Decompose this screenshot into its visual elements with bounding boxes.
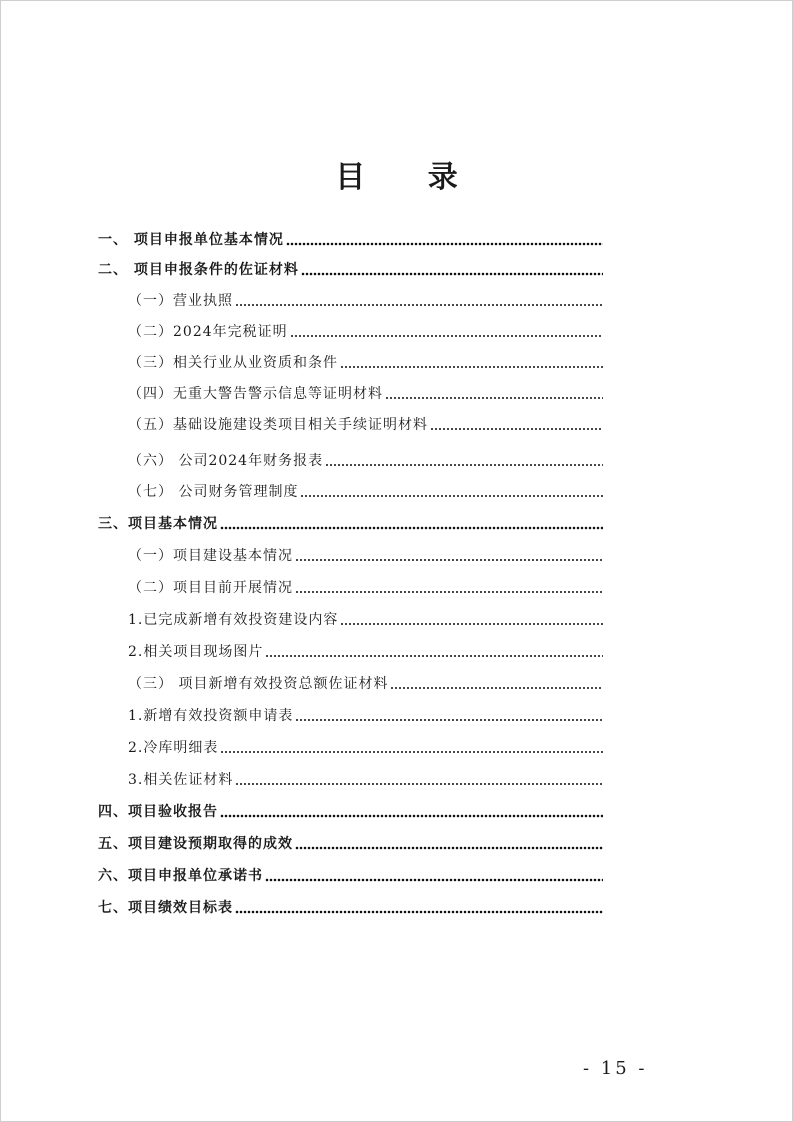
dot-leader [235,910,603,914]
toc-entry-label: （三）相关行业从业资质和条件 [128,355,338,371]
toc-entry-label: （五）基础设施建设类项目相关手续证明材料 [128,417,428,433]
toc-entry-label: 1.已完成新增有效投资建设内容 [128,612,339,628]
toc-entry-label: 3.相关佐证材料 [128,772,234,788]
dot-leader [295,590,603,594]
dot-leader [385,396,603,400]
page-title: 目 录 [335,160,484,195]
toc-entry-label: 2.相关项目现场图片 [128,644,264,660]
toc-entry[interactable] [128,578,603,598]
toc-entry[interactable] [98,834,603,854]
toc-entry[interactable] [128,674,603,694]
dot-leader [325,463,603,467]
toc-entry[interactable] [128,482,603,502]
toc-entry-label: 七、项目绩效目标表 [98,900,233,916]
toc-entry[interactable] [128,291,603,311]
dot-leader [265,878,603,882]
toc-entry[interactable] [98,866,603,886]
dot-leader [235,782,603,786]
toc-entry-label: 二、 项目申报条件的佐证材料 [98,262,299,278]
toc-entry[interactable] [98,802,603,822]
page-number: - 15 - [583,1058,648,1079]
toc-entry-label: （四）无重大警告警示信息等证明材料 [128,386,383,402]
toc-entry[interactable] [98,514,603,534]
toc-entry[interactable] [128,384,603,404]
dot-leader [235,303,603,307]
dot-leader [290,334,603,338]
toc-entry[interactable] [128,706,603,726]
dot-leader [295,718,603,722]
dot-leader [390,686,603,690]
toc-entry-label: 一、 项目申报单位基本情况 [98,232,284,248]
dot-leader [220,750,603,754]
toc-entry-label: （三） 项目新增有效投资总额佐证材料 [128,676,389,692]
toc-entry[interactable] [128,415,603,435]
toc-entry-label: （二）项目目前开展情况 [128,580,293,596]
toc-entry-label: 2.冷库明细表 [128,740,219,756]
toc-entry-label: （六） 公司2024年财务报表 [128,453,324,469]
toc-entry[interactable] [128,770,603,790]
toc-entry[interactable] [128,738,603,758]
dot-leader [300,494,603,498]
toc-entry[interactable] [128,642,603,662]
toc-entry[interactable] [128,451,603,471]
toc-entry[interactable] [128,610,603,630]
dot-leader [340,365,603,369]
dot-leader [340,622,603,626]
dot-leader [430,427,603,431]
toc-entry-label: 四、项目验收报告 [98,804,218,820]
dot-leader [295,846,603,850]
dot-leader [301,272,603,276]
toc-entry-label: 三、项目基本情况 [98,516,218,532]
toc-entry-label: （一）营业执照 [128,293,233,309]
toc-entry[interactable] [128,546,603,566]
toc-entry[interactable] [98,230,603,250]
toc-entry-label: 六、项目申报单位承诺书 [98,868,263,884]
toc-entry[interactable] [128,322,603,342]
dot-leader [220,526,603,530]
toc-entry-label: 1.新增有效投资额申请表 [128,708,294,724]
toc-entry-label: 五、项目建设预期取得的成效 [98,836,293,852]
toc-entry[interactable] [98,260,603,280]
dot-leader [295,558,603,562]
toc-entry[interactable] [98,898,603,918]
dot-leader [220,814,603,818]
toc-entry-label: （一）项目建设基本情况 [128,548,293,564]
dot-leader [286,242,603,246]
dot-leader [265,654,603,658]
toc-entry-label: （二）2024年完税证明 [128,324,288,340]
toc-entry[interactable] [128,353,603,373]
toc-entry-label: （七） 公司财务管理制度 [128,484,299,500]
